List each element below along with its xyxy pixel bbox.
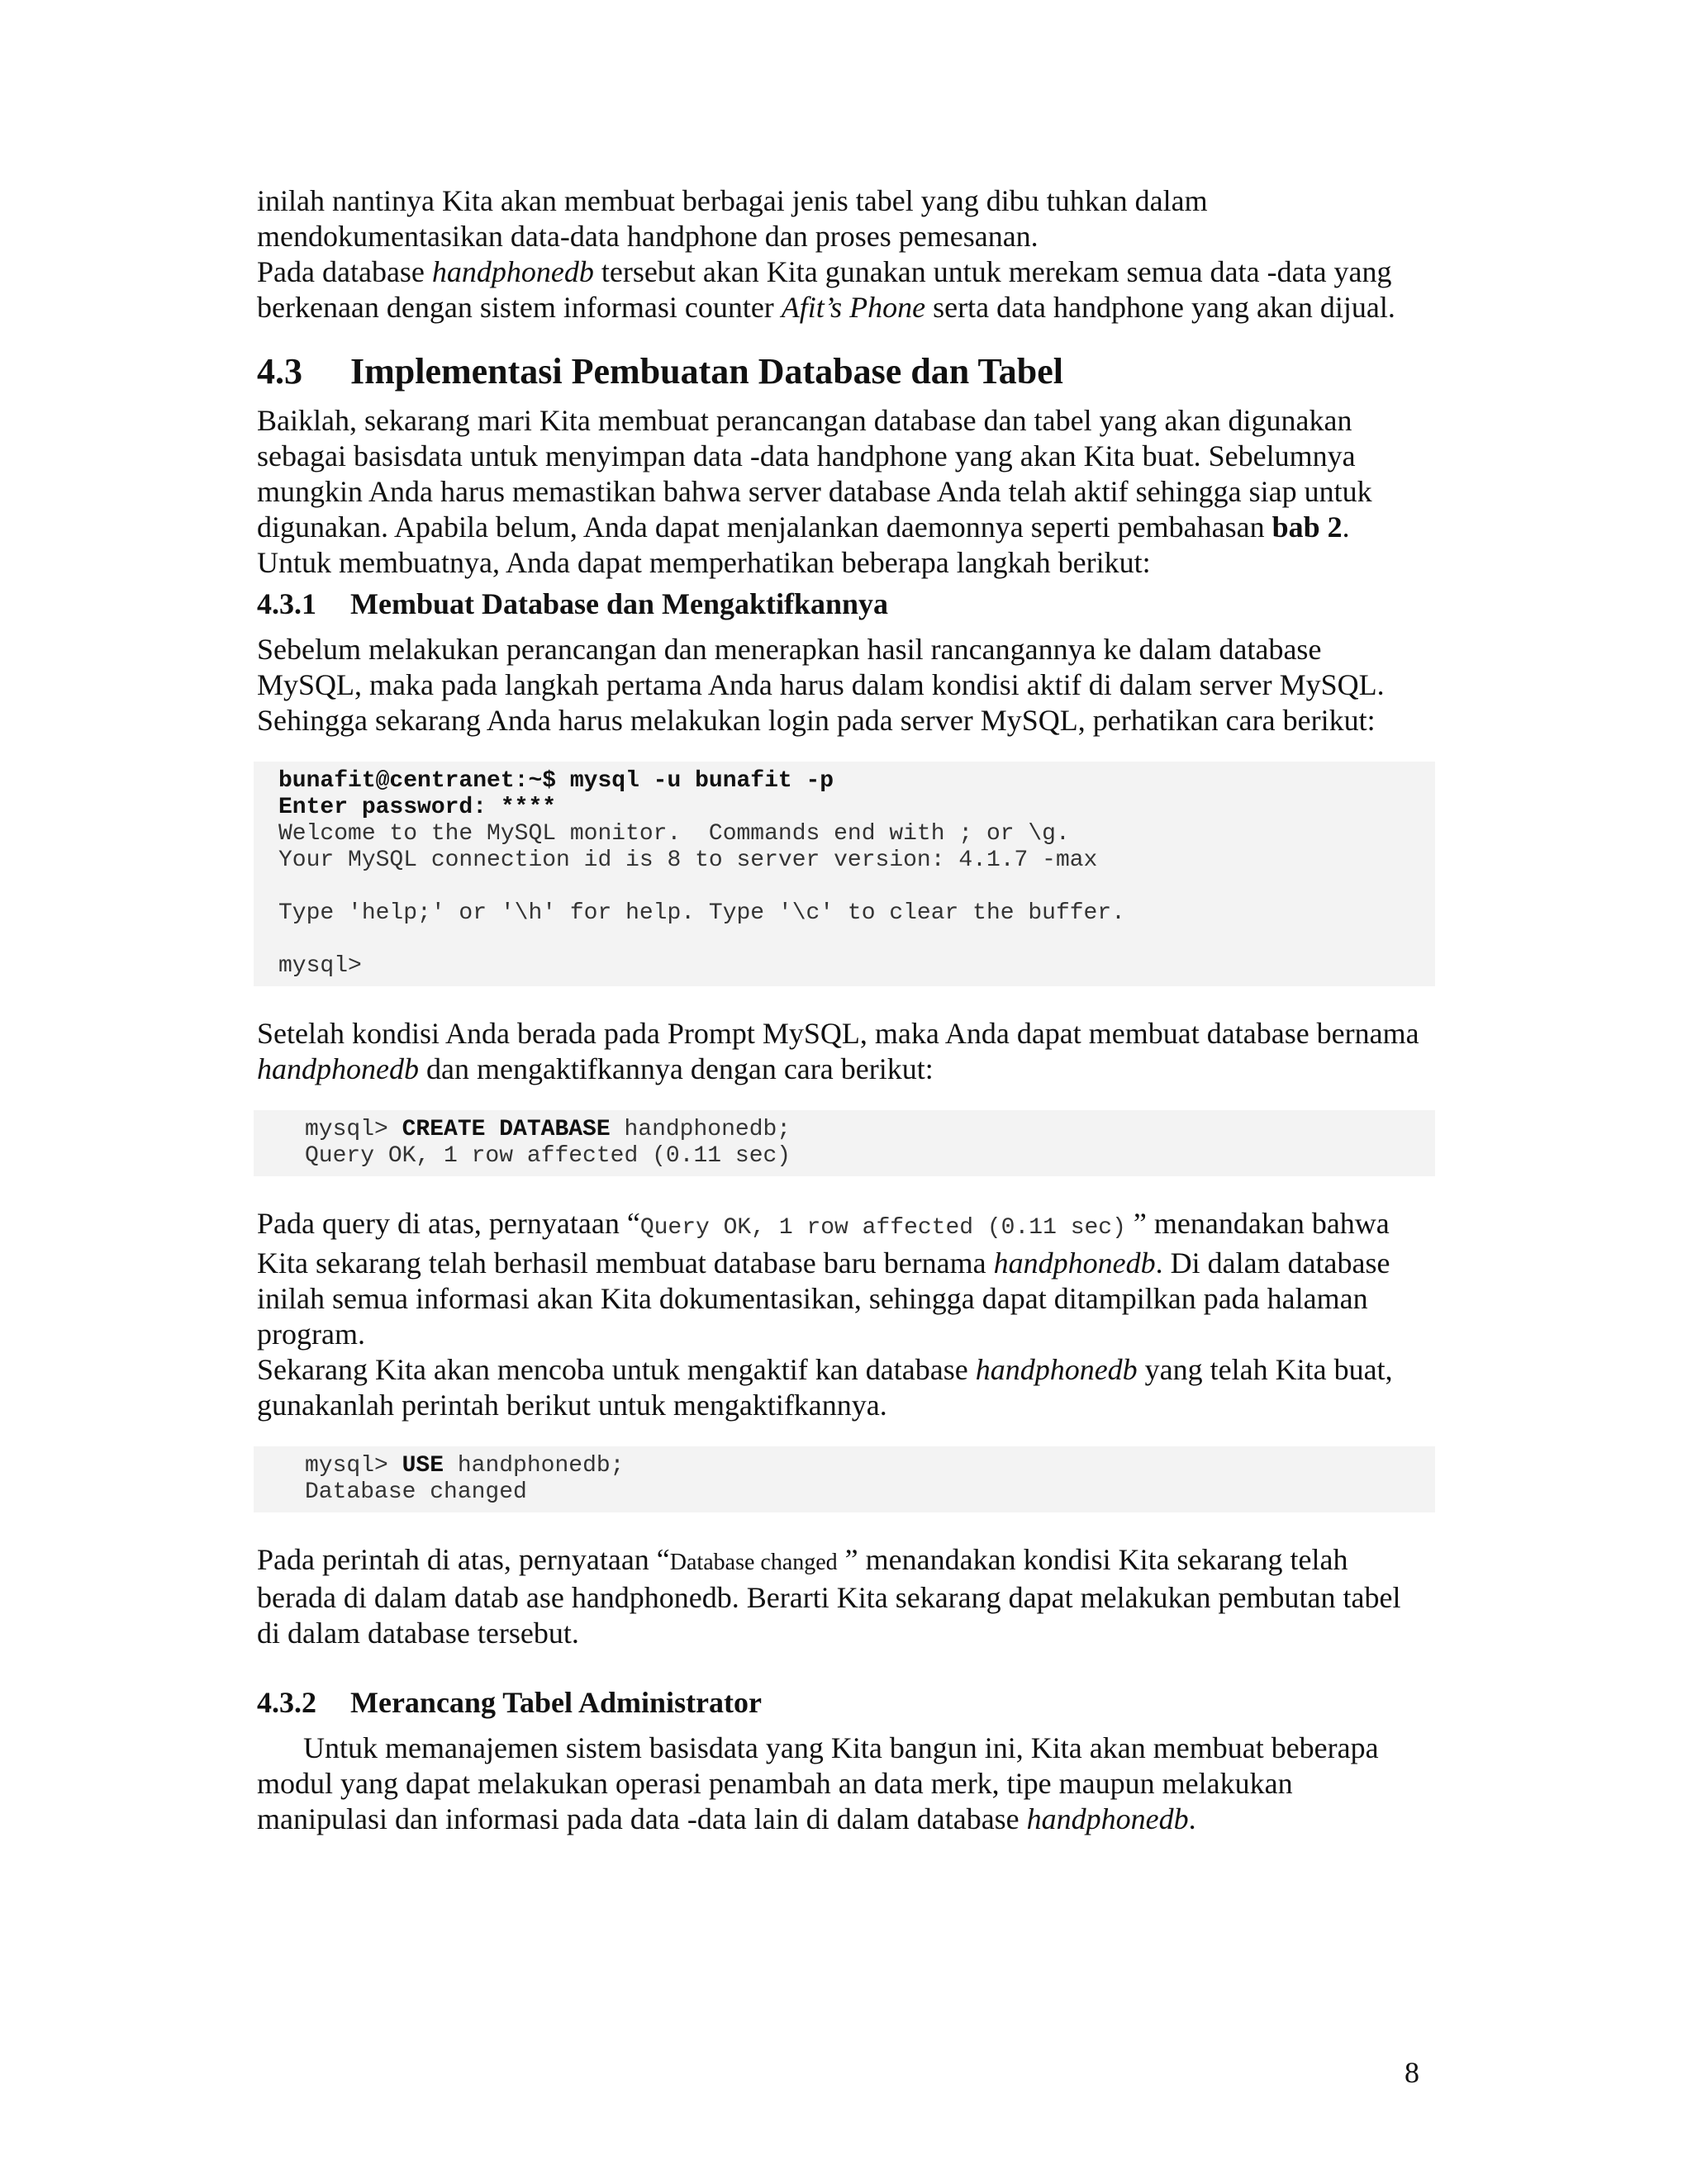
code-line [254, 1117, 1435, 1143]
section-heading-4-3 [257, 350, 1430, 393]
code-argument: handphonedb; [610, 1117, 791, 1142]
subsection-text-3c: . Di dalam database inilah semua informasi akan Kita dokumentasikan, sehingga dapat ditampilkan pada halaman program. [257, 1246, 1390, 1351]
subsection-text-5a: Pada perintah di atas, pernyataan “ [257, 1543, 670, 1576]
subsection-text-3a: Pada query di atas, pernyataan “ [257, 1207, 640, 1240]
subsection-4-3-1-paragraph-4 [257, 1352, 1430, 1423]
subsection-4-3-2-paragraph-1 [257, 1731, 1430, 1837]
code-line: Type 'help;' or '\h' for help. Type '\c' to clear the buffer. [278, 900, 1125, 926]
code-line: bunafit@centranet:~$ mysql -u bunafit -p [278, 768, 834, 794]
intro-text-2a: Pada database [257, 255, 432, 288]
subsection-4-3-1-paragraph-2 [257, 1016, 1430, 1087]
subsection-heading-4-3-2 [257, 1684, 1430, 1721]
section-4-3-text-a: Baiklah, sekarang mari Kita membuat perancangan database dan tabel yang akan digunakan sebagai basisdata untuk menyimpan data -data handphone yang akan Kita buat. Sebelumnya mungkin Anda harus memastikan bahwa server database Anda telah aktif sehingga siap untuk digunakan. Apabila belum, Anda dapat menjalankan daemonnya seperti pembahasan [257, 404, 1372, 544]
subsection-title: Membuat Database dan Mengaktifkannya [350, 587, 889, 620]
code-keyword: USE [402, 1453, 444, 1479]
intro-text-2c: serta data handphone yang akan dijual. [925, 291, 1395, 324]
subsection-number: 4.3.2 [257, 1686, 316, 1719]
page-content [257, 183, 1430, 1837]
subsection-heading-4-3-1 [257, 586, 1430, 622]
subsection-text-4a: Sekarang Kita akan mencoba untuk mengaktif kan database [257, 1353, 976, 1386]
code-line: Query OK, 1 row affected (0.11 sec) [305, 1143, 791, 1169]
subsection-text-4b: yang telah Kita buat, gunakanlah perintah berikut untuk mengaktifkannya. [257, 1353, 1393, 1422]
code-block-use-database [254, 1446, 1435, 1512]
code-line: Your MySQL connection id is 8 to server version: 4.1.7 -max [278, 847, 1098, 873]
code-line: Welcome to the MySQL monitor. Commands end with ; or \g. [278, 821, 1070, 847]
inline-output: Database changed [669, 1550, 838, 1575]
subsection-text-3b: ” menandakan bahwa Kita sekarang telah berhasil membuat database baru bernama [257, 1207, 1390, 1280]
code-line: Enter password: **** [278, 795, 557, 820]
subsection-text-2a: Setelah kondisi Anda berada pada Prompt MySQL, maka Anda dapat membuat database bernama [257, 1017, 1419, 1050]
code-line: Database changed [305, 1479, 527, 1505]
intro-paragraph-1 [257, 183, 1430, 254]
intro-emphasis-db: handphonedb [431, 255, 594, 288]
subsection-4-3-1-paragraph-3 [257, 1206, 1430, 1352]
section-4-3-paragraph-2 [257, 545, 1430, 581]
subsection-emphasis-db: handphonedb [257, 1052, 419, 1085]
intro-paragraph-2 [257, 254, 1430, 325]
subsection-emphasis-db: handphonedb [975, 1353, 1138, 1386]
subsection-4-3-1-paragraph-5 [257, 1542, 1430, 1651]
code-prompt: mysql> [305, 1453, 402, 1479]
intro-block [257, 183, 1430, 325]
code-line [254, 1453, 1435, 1479]
code-block-login [254, 762, 1435, 986]
subsection-4-3-2-text-b: . [1188, 1802, 1196, 1835]
subsection-text-5b: ” menandakan kondisi Kita sekarang telah berada di dalam datab ase handphonedb. Berarti Kita sekarang dapat melakukan pembutan tabel di dalam database tersebut. [257, 1543, 1401, 1650]
section-number: 4.3 [257, 351, 302, 392]
section-title: Implementasi Pembuatan Database dan Tabel [350, 351, 1064, 392]
subsection-title: Merancang Tabel Administrator [350, 1686, 763, 1719]
section-4-3-text-b: . [1342, 510, 1350, 544]
inline-code: Query OK, 1 row affected (0.11 sec) [639, 1215, 1126, 1241]
section-4-3-text-2: Untuk membuatnya, Anda dapat memperhatikan beberapa langkah berikut: [257, 546, 1151, 579]
subsection-4-3-1-text-1: Sebelum melakukan perancangan dan menerapkan hasil rancangannya ke dalam database MySQL, maka pada langkah pertama Anda harus dalam kondisi aktif di dalam server MySQL. Sehingga sekarang Anda harus melakukan login pada server MySQL, perhatikan cara berikut: [257, 633, 1385, 737]
subsection-emphasis-db: handphonedb [993, 1246, 1156, 1280]
code-prompt: mysql> [305, 1117, 402, 1142]
code-argument: handphonedb; [444, 1453, 625, 1479]
page-number: 8 [1404, 2056, 1419, 2089]
intro-text-2b: tersebut akan Kita gunakan untuk merekam semua data -data yang berkenaan dengan sistem informasi counter [257, 255, 1392, 324]
intro-emphasis-shop: Afit’s Phone [781, 291, 926, 324]
subsection-4-3-1-paragraph-1 [257, 632, 1430, 738]
subsection-emphasis-db: handphonedb [1026, 1802, 1189, 1835]
code-keyword: CREATE DATABASE [402, 1117, 611, 1142]
section-4-3-bold-ref: bab 2 [1271, 510, 1343, 544]
subsection-4-3-2-text-a: Untuk memanajemen sistem basisdata yang Kita bangun ini, Kita akan membuat beberapa modul yang dapat melakukan operasi penambah an data merk, tipe maupun melakukan manipulasi dan informasi pada data -data lain di dalam database [257, 1731, 1379, 1835]
subsection-number: 4.3.1 [257, 587, 316, 620]
section-4-3-paragraph-1 [257, 403, 1430, 545]
subsection-text-2b: dan mengaktifkannya dengan cara berikut: [418, 1052, 934, 1085]
code-block-create-database [254, 1110, 1435, 1176]
code-line: mysql> [278, 953, 362, 979]
intro-text-1: inilah nantinya Kita akan membuat berbagai jenis tabel yang dibu tuhkan dalam mendokumentasikan data-data handphone dan proses pemesanan. [257, 184, 1208, 253]
